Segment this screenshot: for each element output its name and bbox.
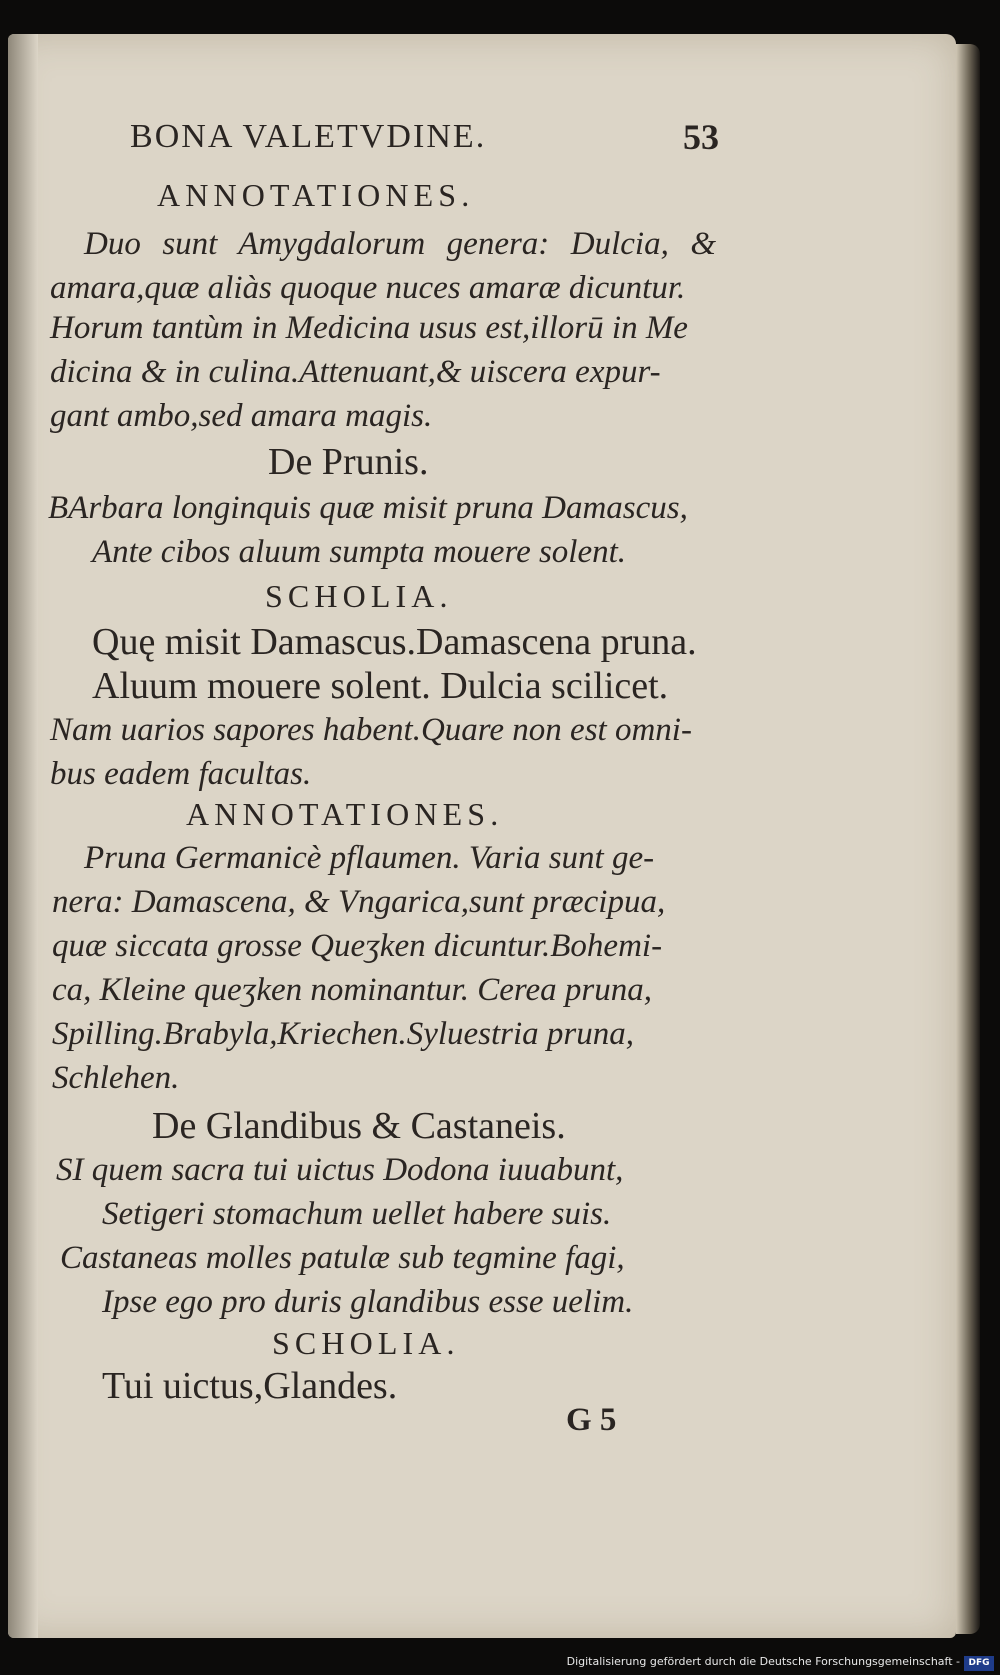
digitization-credit: Digitalisierung gefördert durch die Deutsche Forschungsgemeinschaft - (566, 1655, 960, 1668)
scholia-line: Quę misit Damascus.Damascena pruna. (92, 621, 697, 663)
section-heading-scholia: SCHOLIA. (265, 578, 453, 614)
page-gutter-shadow (8, 34, 38, 1638)
running-title: BONA VALETVDINE. (130, 118, 487, 155)
section-heading-annotationes: ANNOTATIONES. (186, 796, 504, 832)
section-heading-de-prunis: De Prunis. (268, 441, 429, 483)
text-line: Horum tantùm in Medicina usus est,illorū in Me (50, 310, 688, 346)
text-line: bus eadem facultas. (50, 756, 312, 792)
text-line: nera: Damascena, & Vngarica,sunt præcipua, (52, 884, 666, 920)
verse-line: BArbara longinquis quæ misit pruna Damascus, (48, 490, 688, 526)
page-number: 53 (683, 117, 719, 157)
text-line: Nam uarios sapores habent.Quare non est omni- (50, 712, 692, 748)
section-heading-scholia: SCHOLIA. (272, 1325, 460, 1361)
paragraph-amygdala: Duo sunt Amygdalorum genera: Dulcia, & amara,quæ aliàs quoque nuces amaræ dicuntur. (50, 226, 716, 306)
verse-line: Setigeri stomachum uellet habere suis. (102, 1196, 612, 1232)
verse-line: Ante cibos aluum sumpta mouere solent. (92, 534, 627, 570)
text-line: Pruna Germanicè pflaumen. Varia sunt ge- (84, 840, 655, 876)
text-line: ca, Kleine queʒken nominantur. Cerea pruna, (52, 972, 652, 1008)
scholia-line: Aluum mouere solent. Dulcia scilicet. (92, 665, 669, 707)
signature-mark: G 5 (566, 1402, 617, 1438)
section-heading-de-glandibus: De Glandibus & Castaneis. (152, 1105, 566, 1147)
dfg-logo: DFG (964, 1656, 994, 1671)
page-edge (956, 44, 980, 1634)
text-line: Schlehen. (52, 1060, 180, 1096)
text-line: Spilling.Brabyla,Kriechen.Syluestria pruna, (52, 1016, 635, 1052)
verse-line: SI quem sacra tui uictus Dodona iuuabunt, (56, 1152, 624, 1188)
verse-line: Castaneas molles patulæ sub tegmine fagi, (60, 1240, 625, 1276)
scholia-line: Tui uictus,Glandes. (102, 1365, 398, 1407)
text-line: gant ambo,sed amara magis. (50, 398, 433, 434)
section-heading-annotationes: ANNOTATIONES. (157, 177, 475, 213)
text-line: quæ siccata grosse Queʒken dicuntur.Bohemi- (52, 928, 663, 964)
text-line: dicina & in culina.Attenuant,& uiscera expur- (50, 354, 661, 390)
verse-line: Ipse ego pro duris glandibus esse uelim. (102, 1284, 634, 1320)
